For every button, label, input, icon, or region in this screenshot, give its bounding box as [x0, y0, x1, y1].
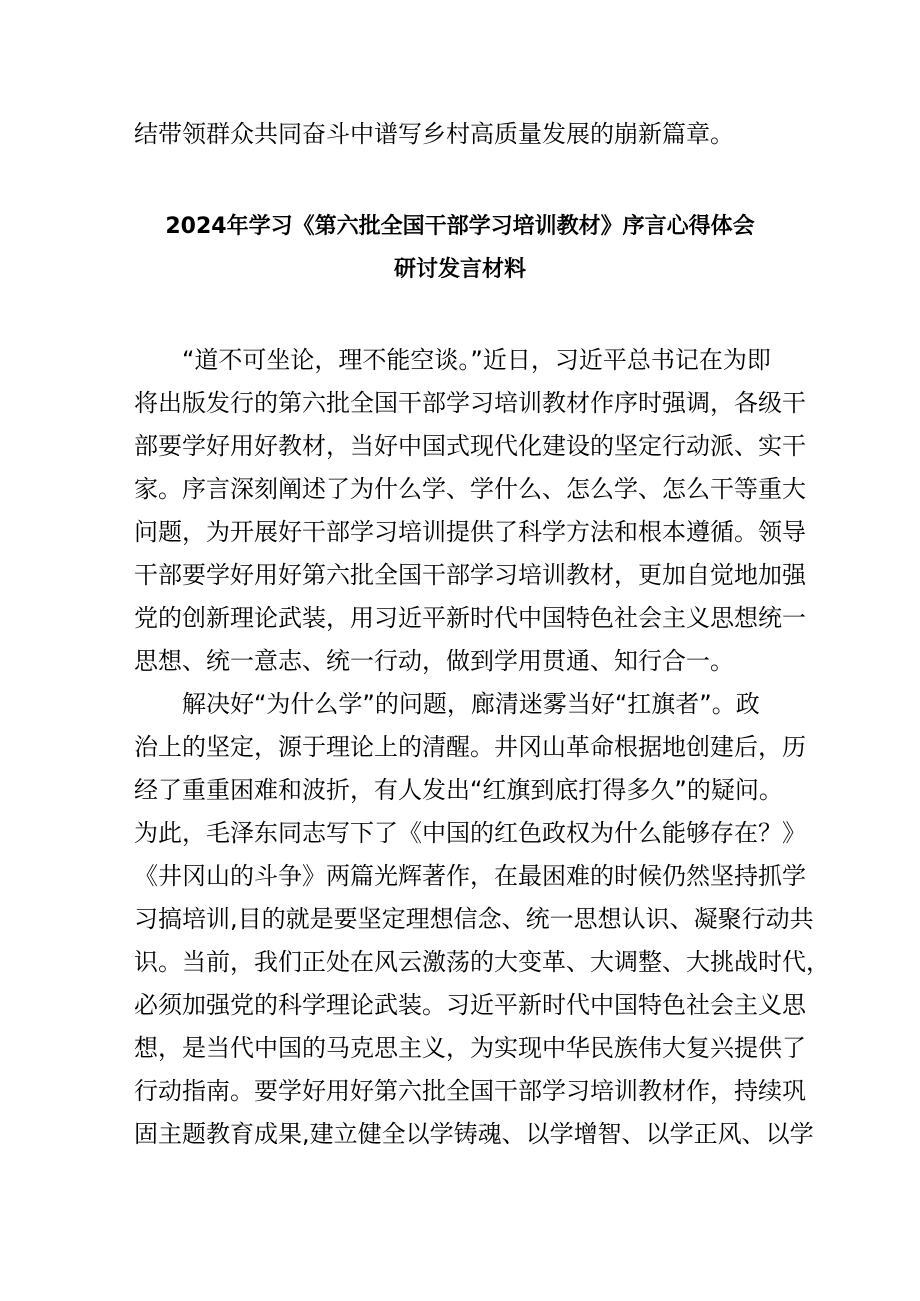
body-line: 想，是当代中国的马克思主义，为实现中华民族伟大复兴提供了 — [134, 1034, 806, 1062]
body-line: 习搞培训,目的就是要坚定理想信念、统一思想认识、凝聚行动共 — [134, 905, 814, 933]
body-line: 家。序言深刻阐述了为什么学、学什么、怎么学、怎么干等重大 — [134, 475, 806, 503]
body-line: 将出版发行的第六批全国干部学习培训教材作序时强调，各级干 — [134, 389, 806, 417]
body-line: “道不可坐论，理不能空谈。”近日，习近平总书记在为即 — [182, 346, 771, 374]
body-line: 《井冈山的斗争》两篇光辉著作，在最困难的时候仍然坚持抓学 — [134, 862, 806, 890]
body-line: 必须加强党的科学理论武装。习近平新时代中国特色社会主义思 — [134, 991, 806, 1019]
body-line: 问题，为开展好干部学习培训提供了科学方法和根本遵循。领导 — [134, 518, 806, 546]
document-title-line-2: 研讨发言材料 — [393, 257, 526, 282]
body-line: 部要学好用好教材，当好中国式现代化建设的坚定行动派、实干 — [134, 432, 806, 460]
intro-line: 结带领群众共同奋斗中谱写乡村高质量发展的崩新篇章。 — [134, 120, 734, 148]
body-line: 识。当前，我们正处在风云激荡的大变革、大调整、大挑战时代， — [134, 948, 830, 976]
body-line: 思想、统一意志、统一行动，做到学用贯通、知行合一。 — [134, 647, 734, 675]
body-line: 经了重重困难和波折，有人发出“红旗到底打得多久”的疑问。 — [134, 776, 783, 804]
document-title-line-1: 2024年学习《第六批全国干部学习培训教材》序言心得体会 — [165, 214, 755, 239]
body-line: 行动指南。要学好用好第六批全国干部学习培训教材作，持续巩 — [134, 1077, 806, 1105]
body-line: 固主题教育成果,建立健全以学铸魂、以学增智、以学正风、以学 — [134, 1120, 814, 1148]
body-line: 干部要学好用好第六批全国干部学习培训教材，更加自觉地加强 — [134, 561, 806, 589]
body-line: 党的创新理论武装，用习近平新时代中国特色社会主义思想统一 — [134, 604, 806, 632]
body-line: 治上的坚定，源于理论上的清醒。井冈山革命根据地创建后，历 — [134, 733, 806, 761]
body-line: 解决好“为什么学”的问题，廊清迷雾当好“扛旗者”。政 — [182, 690, 760, 718]
body-line: 为此，毛泽东同志写下了《中国的红色政权为什么能够存在？》 — [134, 819, 806, 847]
